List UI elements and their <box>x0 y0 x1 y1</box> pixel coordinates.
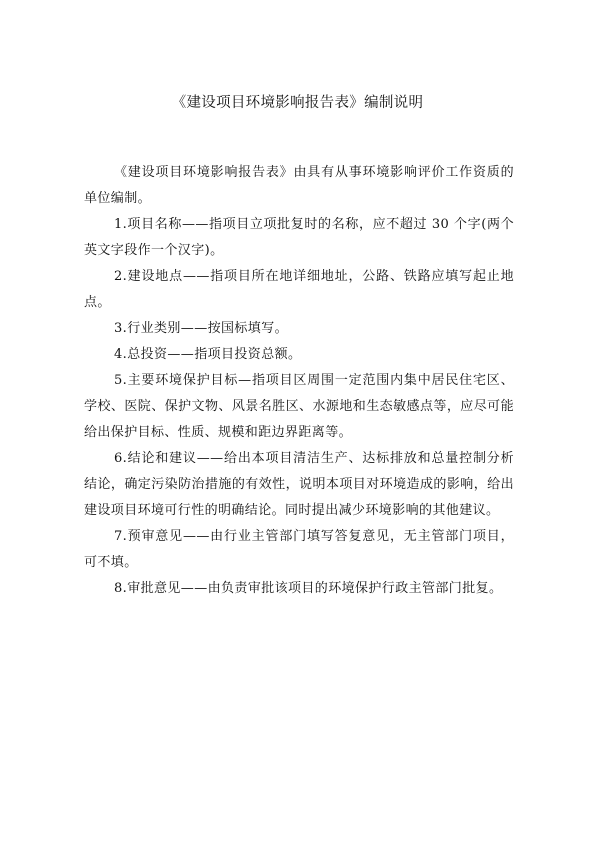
paragraph-item-1-project-name: 1.项目名称——指项目立项批复时的名称，应不超过 30 个字(两个英文字段作一个汉字)。 <box>84 217 514 258</box>
paragraph-item-5-protection-targets: 5.主要环境保护目标—指项目区周围一定范围内集中居民住宅区、学校、医院、保护文物、风景名胜区、水源地和生态敏感点等，应尽可能给出保护目标、性质、规模和距边界距离等。 <box>84 373 514 440</box>
document-body <box>84 160 514 602</box>
paragraph-item-2-location: 2.建设地点——指项目所在地详细地址，公路、铁路应填写起止地点。 <box>84 269 514 310</box>
paragraph-item-8-approval: 8.审批意见——由负责审批该项目的环境保护行政主管部门批复。 <box>114 581 503 596</box>
paragraph-intro: 《建设项目环境影响报告表》由具有从事环境影响评价工作资质的单位编制。 <box>84 165 514 206</box>
paragraph-item-6-conclusions: 6.结论和建议——给出本项目清洁生产、达标排放和总量控制分析结论，确定污染防治措施的有效性，说明本项目对环境造成的影响，给出建设项目环境可行性的明确结论。同时提出减少环境影响的其他建议。 <box>84 451 514 518</box>
paragraph-item-7-pre-review: 7.预审意见——由行业主管部门填写答复意见，无主管部门项目，可不填。 <box>84 529 514 570</box>
paragraph-item-3-industry: 3.行业类别——按国标填写。 <box>114 321 289 336</box>
document-title: 《建设项目环境影响报告表》编制说明 <box>171 95 424 111</box>
paragraph-item-4-investment: 4.总投资——指项目投资总额。 <box>114 347 302 362</box>
